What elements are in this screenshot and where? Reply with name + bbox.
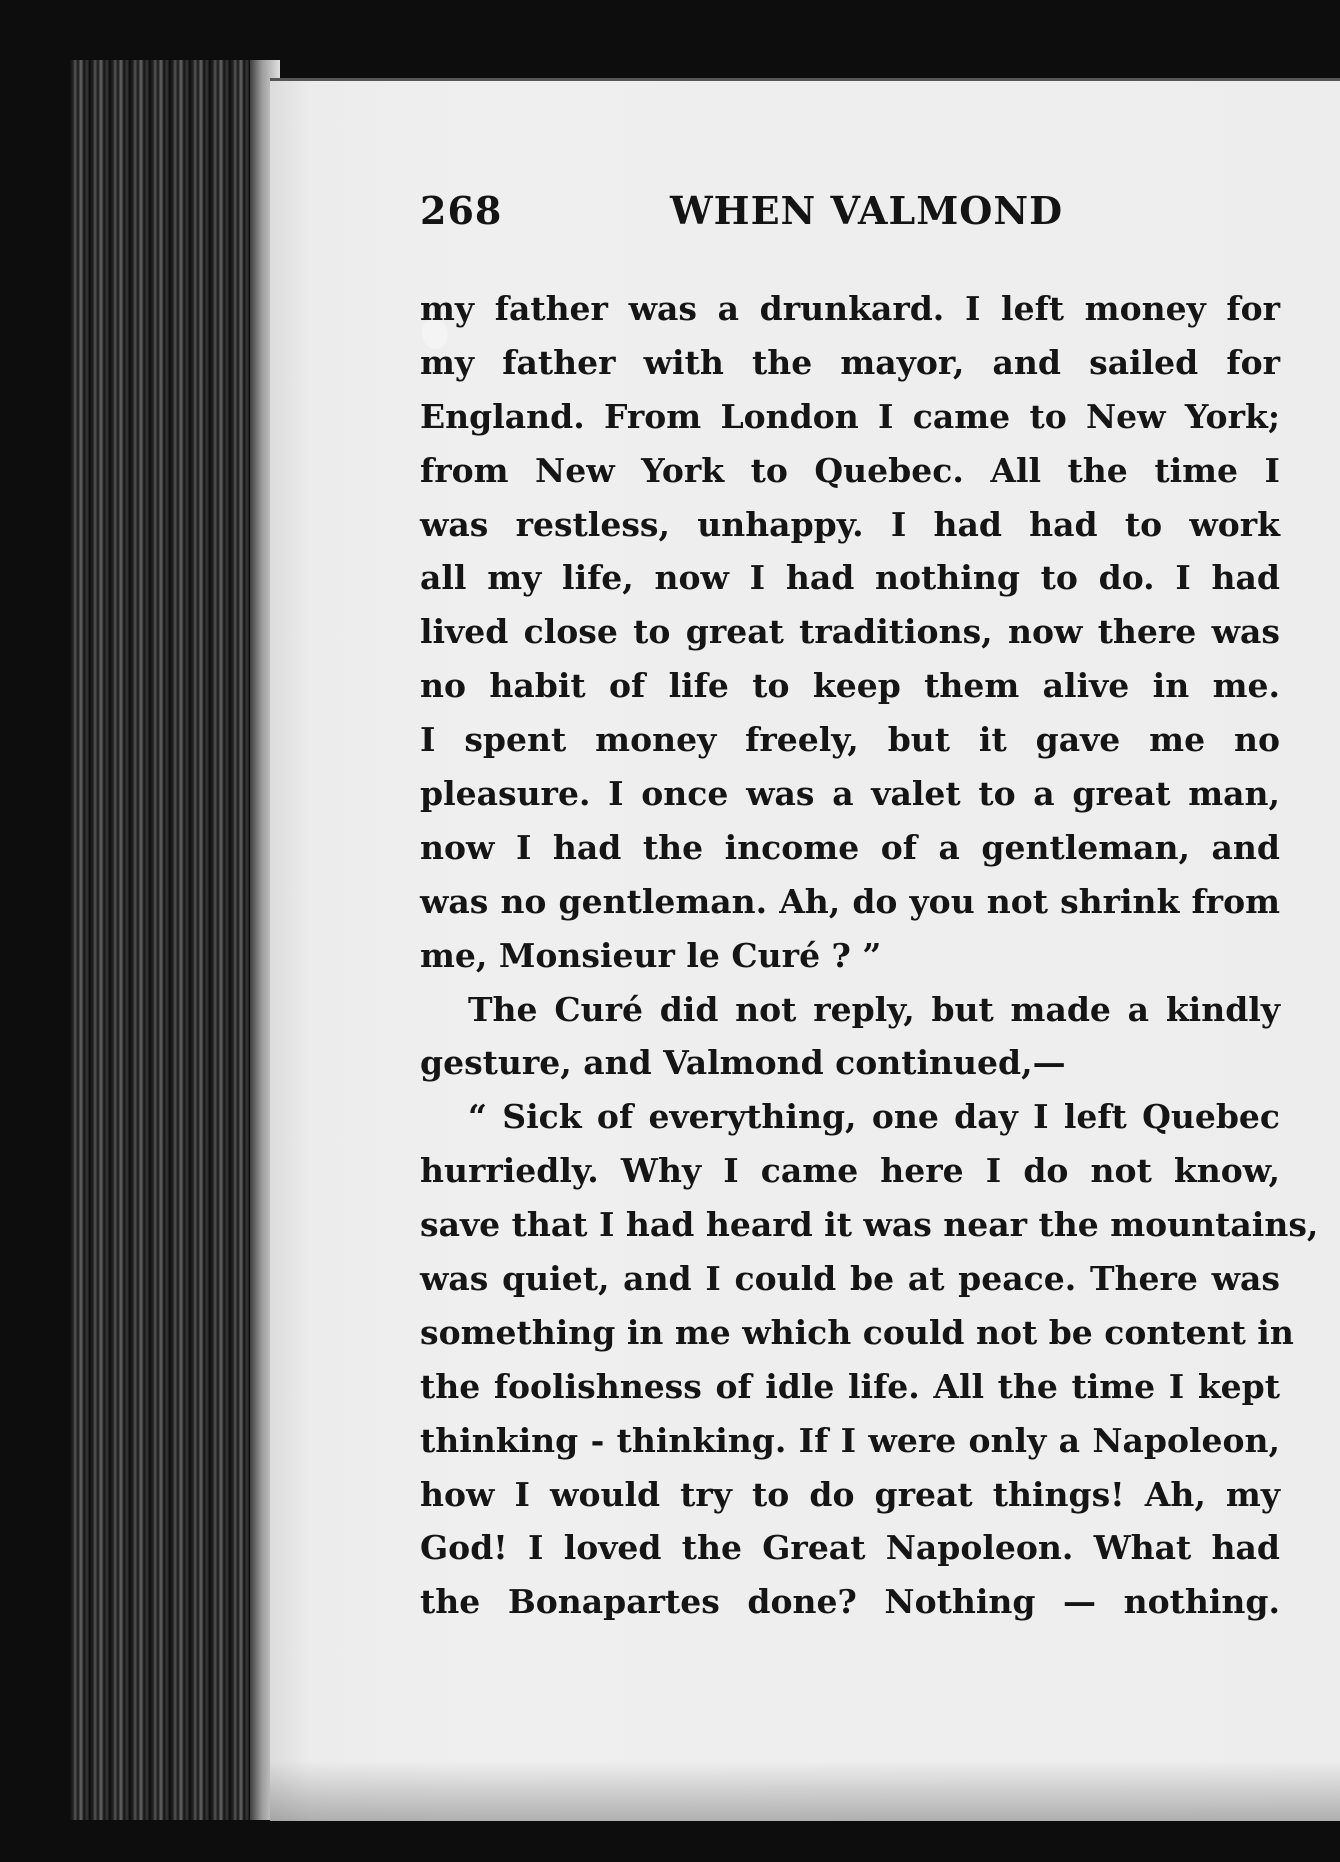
text-line: England. From London I came to New York;	[420, 396, 1280, 436]
text-line: thinking - thinking. If I were only a Napoleon,	[420, 1420, 1280, 1460]
text-line: me, Monsieur le Curé ? ”	[420, 935, 882, 975]
text-line: was no gentleman. Ah, do you not shrink from	[420, 881, 1280, 921]
page-header	[420, 188, 1280, 248]
text-line: now I had the income of a gentleman, and	[420, 827, 1280, 867]
text-line: was quiet, and I could be at peace. There was	[420, 1259, 1280, 1299]
text-line: the Bonapartes done? Nothing — nothing.	[420, 1582, 1280, 1622]
text-line: my father with the mayor, and sailed for	[420, 342, 1280, 382]
text-line: God! I loved the Great Napoleon. What had	[420, 1528, 1280, 1568]
text-line: from New York to Quebec. All the time I	[420, 450, 1280, 490]
text-line: I spent money freely, but it gave me no	[420, 720, 1280, 760]
text-line: pleasure. I once was a valet to a great man,	[420, 774, 1280, 814]
body-text	[420, 282, 1319, 1629]
text-line: The Curé did not reply, but made a kindly	[468, 989, 1280, 1029]
page-number: 268	[420, 188, 503, 233]
text-line: how I would try to do great things! Ah, my	[420, 1474, 1280, 1514]
text-line: the foolishness of idle life. All the time I kept	[420, 1366, 1280, 1406]
text-line: lived close to great traditions, now there was	[420, 612, 1280, 652]
text-line: was restless, unhappy. I had had to work	[420, 504, 1280, 544]
book-page-edges	[70, 60, 280, 1820]
text-line: all my life, now I had nothing to do. I had	[420, 558, 1280, 598]
running-head: WHEN VALMOND	[670, 188, 1064, 233]
text-line: gesture, and Valmond continued,—	[420, 1043, 1066, 1083]
text-line: “ Sick of everything, one day I left Quebec	[468, 1097, 1280, 1137]
text-line: something in me which could not be content in	[420, 1312, 1294, 1352]
text-line: save that I had heard it was near the mountains,	[420, 1205, 1319, 1245]
text-line: hurriedly. Why I came here I do not know,	[420, 1151, 1280, 1191]
text-line: my father was a drunkard. I left money for	[420, 289, 1280, 328]
text-line: no habit of life to keep them alive in me.	[420, 666, 1280, 706]
